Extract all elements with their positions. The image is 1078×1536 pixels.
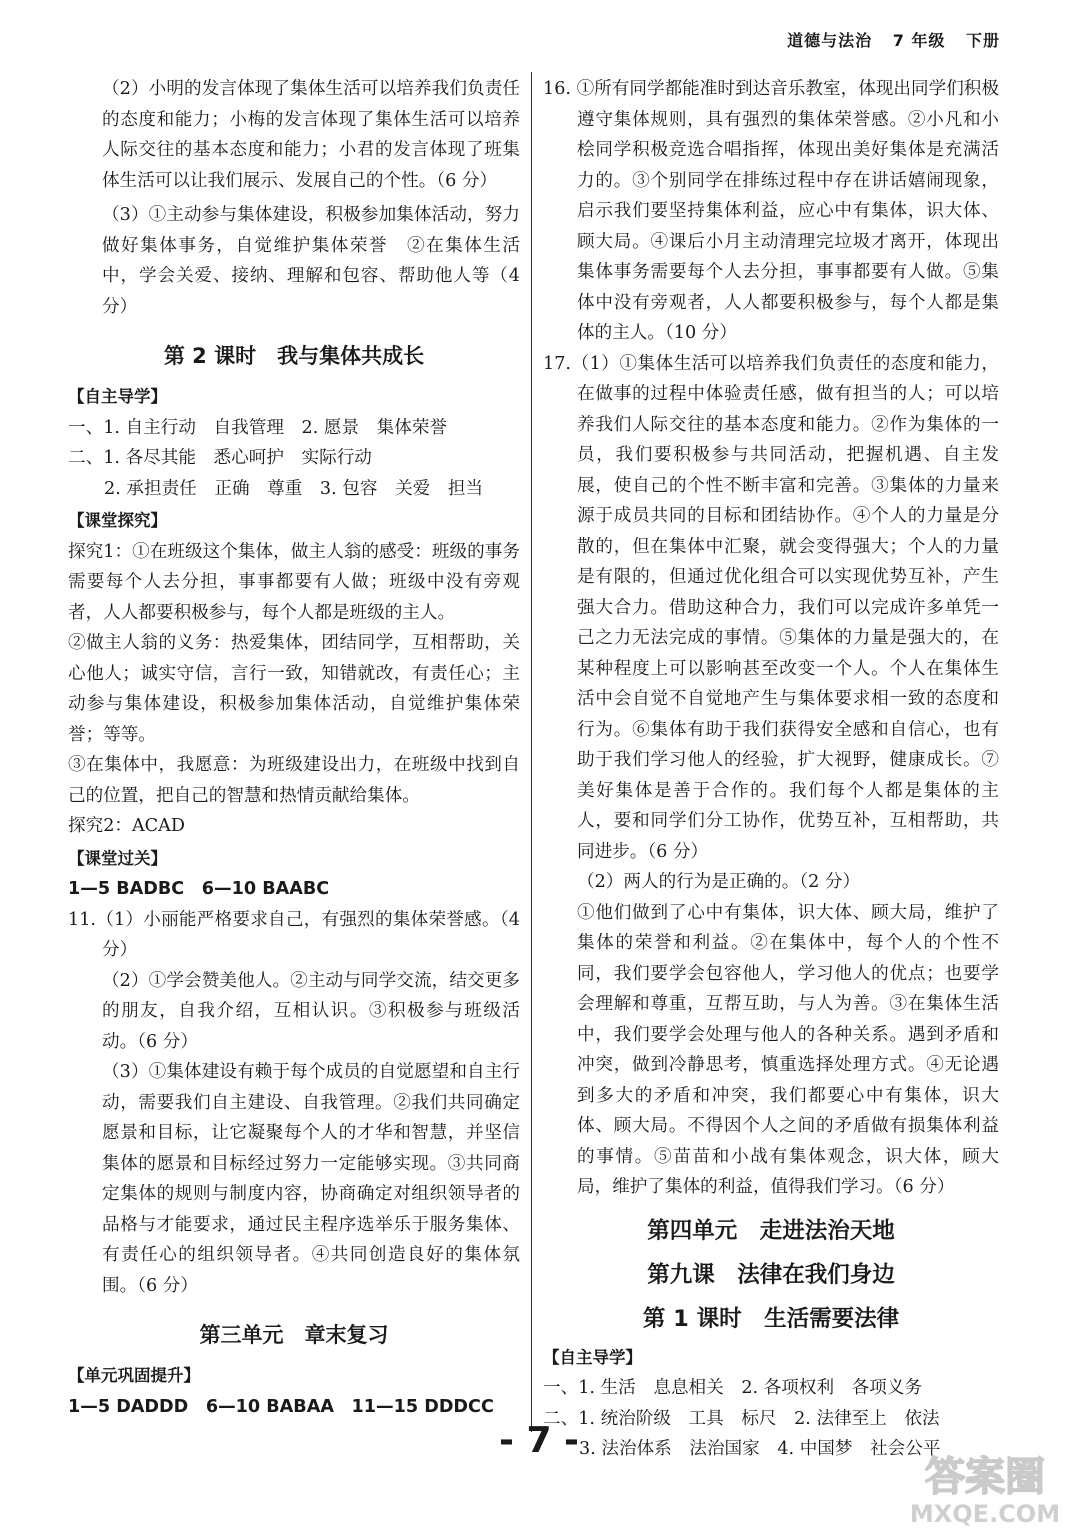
answer-paragraph: （2）①学会赞美他人。②主动与同学交流，结交更多的朋友，自我介绍，互相认识。③积极参与班级活动。（6 分） (102, 970, 520, 1052)
unit-title: 第四单元 走进法治天地 (647, 1217, 895, 1244)
answer-paragraph: （2）小明的发言体现了集体生活可以培养我们负责任的态度和能力；小梅的发言体现了集体生活可以培养人际交往的基本态度和能力；小君的发言体现了班集体生活可以让我们展示、发展自己的个性。（6 分） (102, 79, 520, 191)
answer-paragraph: ①他们做到了心中有集体，识大体、顾大局，维护了集体的荣誉和利益。②在集体中，每个人的个性不同，我们要学会包容他人，学习他人的优点；也要学会理解和尊重，互帮互助，与人为善。③在集体生活中，我们要学会处理与他人的各种关系。遇到矛盾和冲突，做到冷静思考，慎重选择处理方式。④无论遇到多大的矛盾和冲突，我们都要心中有集体，识大体、顾大局。不得因个人之间的矛盾做有损集体利益的事情。⑤苗苗和小战有集体观念，识大体，顾大局，维护了集体的利益，值得我们学习。（6 分） (577, 902, 999, 1197)
header-subject: 道德与法治 (787, 31, 873, 50)
answer-line: （2）两人的行为是正确的。（2 分） (577, 872, 861, 892)
answer-line: 3. 法治体系 法治国家 4. 中国梦 社会公平 (579, 1439, 941, 1459)
section-label: 【课堂过关】 (68, 848, 167, 868)
section-label: 【单元巩固提升】 (68, 1366, 200, 1385)
watermark-line2: MXQE.COM (909, 1500, 1061, 1528)
watermark-line1: 答案圈 (925, 1454, 1045, 1500)
answer-line: 2. 承担责任 正确 尊重 3. 包容 关爱 担当 (104, 478, 484, 499)
answer-paragraph: 11.（1）小丽能严格要求自己，有强烈的集体荣誉感。（4 分） (68, 909, 520, 960)
answer-paragraph: （3）①集体建设有赖于每个成员的自觉愿望和自主行动，需要我们自主建设、自我管理。②我们共同确定愿景和目标，让它凝聚每个人的才华和智慧，并坚信集体的愿景和目标经过努力一定能够实现。③共同商定集体的规则与制度内容，协商确定对组织领导者的品格与才能要求，通过民主程序选举乐于服务集体、有责任心的组织领导者。④共同创造良好的集体氛围。（6 分） (102, 1062, 520, 1296)
answer-line: 一、1. 生活 息息相关 2. 各项权利 各项义务 (543, 1378, 923, 1398)
period-title: 第 1 课时 生活需要法律 (642, 1305, 900, 1332)
page-header (773, 28, 1000, 51)
header-volume: 下册 (965, 31, 1000, 50)
right-column (543, 74, 999, 1465)
section-label: 【课堂探究】 (68, 511, 167, 530)
answer-line: 探究2：ACAD (68, 816, 185, 836)
answer-line: 二、1. 各尽其能 悉心呵护 实际行动 (68, 448, 372, 468)
column-divider (531, 72, 532, 1432)
answer-line: 1—5 DADDD 6—10 BABAA 11—15 DDDCC (68, 1396, 494, 1417)
unit-title: 第三单元 章末复习 (199, 1323, 389, 1347)
section-label: 【自主导学】 (543, 1347, 642, 1367)
watermark-graphic (900, 1442, 1070, 1530)
answer-line: 一、1. 自主行动 自我管理 2. 愿景 集体荣誉 (68, 417, 448, 438)
header-grade: 7 年级 (892, 31, 946, 50)
watermark-logo (900, 1442, 1070, 1530)
answer-line: 二、1. 统治阶级 工具 标尺 2. 法律至上 依法 (543, 1408, 940, 1429)
answer-paragraph: ③在集体中，我愿意：为班级建设出力，在班级中找到自己的位置，把自己的智慧和热情贡献给集体。 (68, 755, 520, 806)
left-column (68, 74, 520, 1422)
answer-paragraph: 17.（1）①集体生活可以培养我们负责任的态度和能力，在做事的过程中体验责任感，做有担当的人；可以培养我们人际交往的基本态度和能力。②作为集体的一员，我们要积极参与共同活动，把握机遇、自主发展，使自己的个性不断丰富和完善。③集体的力量来源于成员共同的目标和团结协作。④个人的力量是分散的，但在集体中汇聚，就会变得强大；个人的力量是有限的，但通过优化组合可以实现优势互补，产生强大合力。借助这种合力，我们可以完成许多单凭一己之力无法完成的事情。⑤集体的力量是强大的，在某种程度上可以影响甚至改变一个人。个人在集体生活中会自觉不自觉地产生与集体要求相一致的态度和行为。⑥集体有助于我们获得安全感和自信心，也有助于我们学习他人的经验，扩大视野，健康成长。⑦美好集体是善于合作的。我们每个人都是集体的主人，要和同学们分工协作，优势互补，互相帮助，共同进步。（6 分） (543, 353, 999, 862)
page-number: - 7 - (499, 1420, 579, 1461)
answer-paragraph: （3）①主动参与集体建设，积极参加集体活动，努力做好集体事务，自觉维护集体荣誉 ②在集体生活中，学会关爱、接纳、理解和包容、帮助他人等（4 分） (102, 205, 520, 317)
answer-paragraph: ②做主人翁的义务：热爱集体，团结同学，互相帮助，关心他人；诚实守信，言行一致，知错就改，有责任心；主动参与集体建设，积极参加集体活动，自觉维护集体荣誉；等等。 (68, 633, 520, 745)
lesson-title: 第九课 法律在我们身边 (647, 1261, 895, 1288)
answer-paragraph: 探究1：①在班级这个集体，做主人翁的感受：班级的事务需要每个人去分担，事事都要有人做；班级中没有旁观者，人人都要积极参与，每个人都是班级的主人。 (68, 541, 520, 623)
answer-paragraph: 16. ①所有同学都能准时到达音乐教室，体现出同学们积极遵守集体规则，具有强烈的集体荣誉感。②小凡和小桧同学积极竞选合唱指挥，体现出美好集体是充满活力的。③个别同学在排练过程中存在讲话嬉闹现象，启示我们要坚持集体利益，应心中有集体，识大体、顾大局。④课后小月主动清理完垃圾才离开，体现出集体事务需要每个人去分担，事事都要有人做。⑤集体中没有旁观者，人人都要积极参与，每个人都是集体的主人。（10 分） (543, 79, 999, 343)
lesson-title: 第 2 课时 我与集体共成长 (163, 344, 425, 368)
section-label: 【自主导学】 (68, 387, 167, 406)
answer-line: 1—5 BADBC 6—10 BAABC (68, 879, 330, 899)
